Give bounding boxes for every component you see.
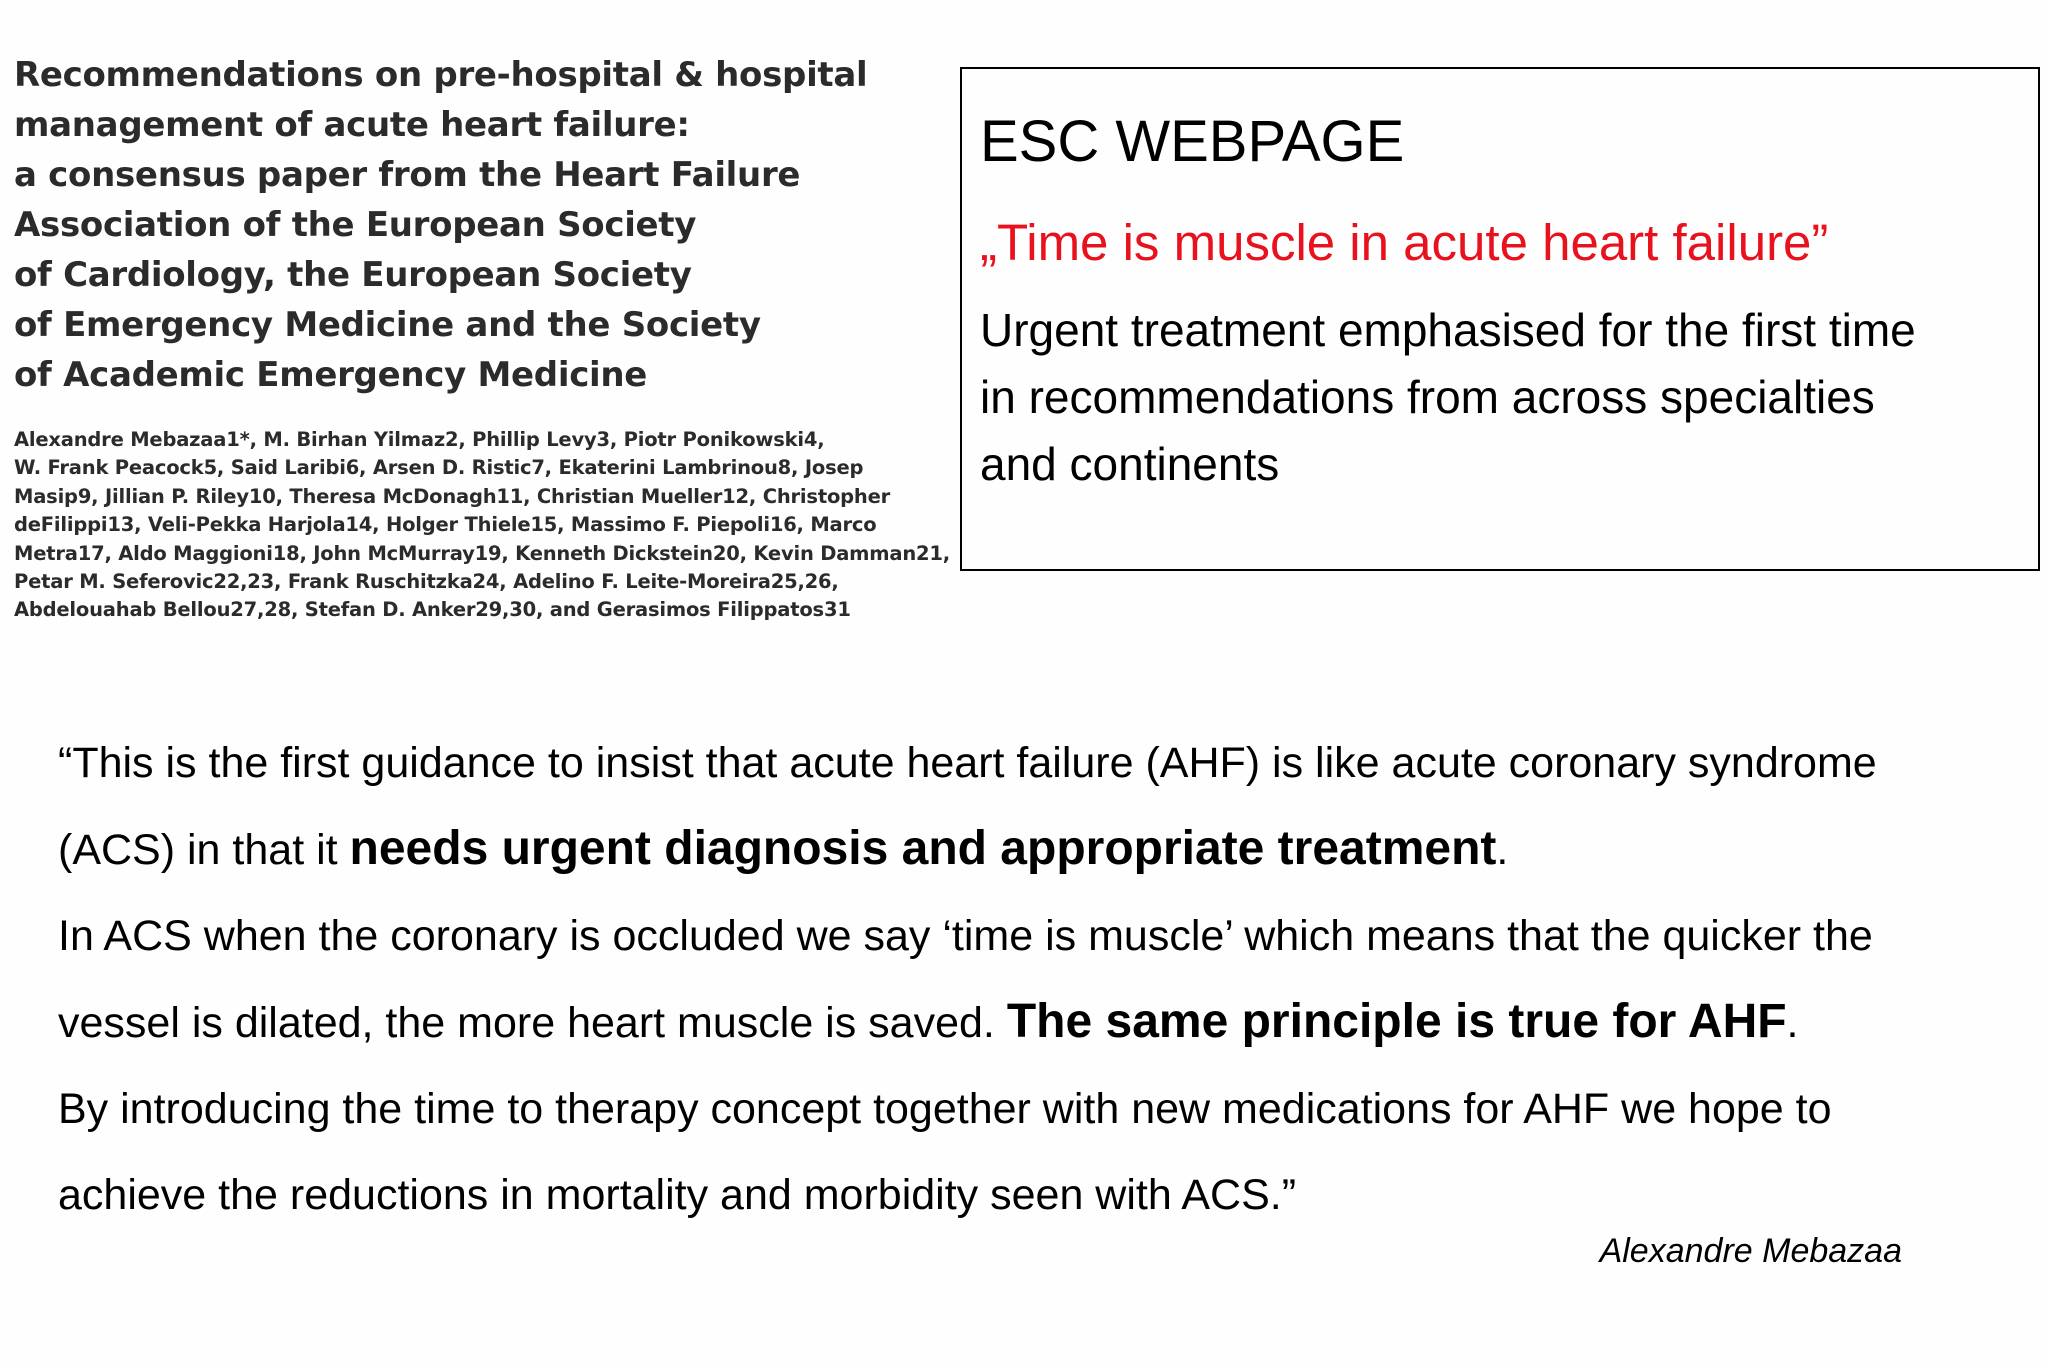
quote-text: By introducing the time to therapy concept together with new medications for AHF we hope to [58,1084,1832,1133]
author-line: Abdelouahab Bellou27,28, Stefan D. Anker29,30, and Gerasimos Filippatos31 [14,598,851,622]
esc-body-line: Urgent treatment emphasised for the first time [980,304,1916,356]
quote-text: (ACS) in that it [58,826,350,875]
quote-text: vessel is dilated, the more heart muscle is saved. [58,999,1007,1048]
mebazaa-quote [58,720,2018,1238]
esc-body-line: and continents [980,438,1280,490]
quote-text: “This is the first guidance to insist that acute heart failure (AHF) is like acute coronary syndrome [58,739,1877,787]
author-line: Masip9, Jillian P. Riley10, Theresa McDonagh11, Christian Mueller12, Christopher [14,484,891,508]
quote-line [58,720,2018,806]
paper-title [14,50,914,400]
esc-body [980,304,1916,510]
quote-line [58,979,2018,1065]
paper-title-line: Association of the European Society [14,205,697,245]
quote-text: . [1786,999,1799,1048]
quote-author: Alexandre Mebazaa [1599,1232,1902,1270]
quote-text: achieve the reductions in mortality and morbidity seen with ACS.” [58,1170,1297,1219]
paper-title-line: Recommendations on pre-hospital & hospital [14,55,868,95]
quote-line [58,1066,2018,1152]
paper-title-line: of Academic Emergency Medicine [14,355,648,395]
author-line: Metra17, Aldo Maggioni18, John McMurray19, Kenneth Dickstein20, Kevin Damman21, [14,541,950,565]
paper-title-line: a consensus paper from the Heart Failure [14,155,801,195]
quote-text: In ACS when the coronary is occluded we say ‘time is muscle’ which means that the quicker the [58,911,1873,960]
paper-title-line: of Emergency Medicine and the Society [14,305,761,345]
quote-text: . [1496,826,1509,875]
author-line: Petar M. Seferovic22,23, Frank Ruschitzka24, Adelino F. Leite-Moreira25,26, [14,570,839,594]
paper-authors [14,426,950,625]
quote-line [58,893,2018,979]
quote-line [58,1152,2018,1238]
author-line: W. Frank Peacock5, Said Laribi6, Arsen D. Ristic7, Ekaterini Lambrinou8, Josep [14,456,864,480]
author-line: Alexandre Mebazaa1*, M. Birhan Yilmaz2, Phillip Levy3, Piotr Ponikowski4, [14,428,825,451]
esc-body-line: in recommendations from across specialties [980,371,1875,423]
esc-quote: „Time is muscle in acute heart failure” [980,214,1829,271]
author-line: deFilippi13, Veli-Pekka Harjola14, Holger Thiele15, Massimo F. Piepoli16, Marco [14,513,877,537]
paper-header [14,50,950,625]
quote-line [58,806,2018,892]
quote-emphasis: The same principle is true for AHF [1006,995,1787,1049]
quote-emphasis: needs urgent diagnosis and appropriate treatment [349,822,1497,876]
esc-title: ESC WEBPAGE [980,109,1405,174]
paper-title-line: of Cardiology, the European Society [14,255,692,295]
esc-webpage-box [960,67,2040,571]
paper-title-line: management of acute heart failure: [14,105,690,145]
